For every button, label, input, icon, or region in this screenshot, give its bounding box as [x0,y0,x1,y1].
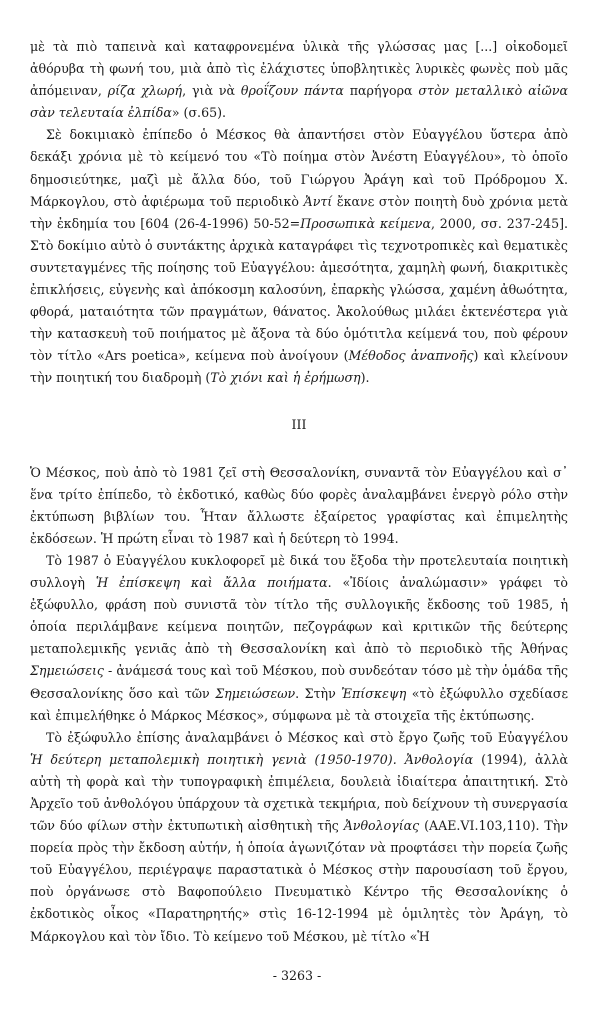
body-text: Τὸ ἐξώφυλλο ἐπίσης ἀναλαμβάνει ὁ Μέσκος καὶ στὸ ἔργο ζωῆς τοῦ Εὐαγγέλου [46,729,568,745]
italic-text: στὸν μεταλλικὸ αἰῶνα σὰν τελευταία ἐλπίδα [30,83,568,121]
body-text: Ὁ Μέσκος, ποὺ ἀπὸ τὸ 1981 ζεῖ στὴ Θεσσαλονίκη, συναντᾶ τὸν Εὐαγγέλου καὶ σ᾿ ἕνα τρίτο ἐπίπεδο, τὸ ἐκδοτικό, καθὼς δύο φορὲς ἀναλαμβάνει ἐνεργὸ ρόλο στὴν ἐκτύπωση βιβλίων του. Ἦταν ἄλλωστε ἐξαίρετος γραφίστας καὶ ἐπιμελητὴς ἐκδόσεων. Ἡ πρώτη εἶναι τὸ 1987 καὶ ἡ δεύτερη τὸ 1994. [30,464,568,546]
body-text: (1994), ἀλλὰ αὐτὴ τὴ φορὰ καὶ τὴν τυπογραφικὴ ἐπιμέλεια, δουλειὰ ἰδιαίτερα ἀπαιτητική. Στὸ Ἀρχεῖο τοῦ ἀνθολόγου ὑπάρχουν τὰ σχετικὰ τεκμήρια, ποὺ δείχνουν τὴ συνεργασία τῶν δύο φίλων στὴν ἐκτυπωτικὴ αἰσθητικὴ τῆς [30,751,568,834]
body-text: ἔκανε στὸν ποιητὴ δυὸ χρόνια μετὰ τὴν ἐκδημία του [604 (26-4-1996) 50-52= [30,193,568,231]
body-text: μὲ τὰ πιὸ ταπεινὰ καὶ καταφρονεμένα ὑλικὰ τῆς γλώσσας μας [...] οἰκοδομεῖ ἀθόρυβα τὴ φωνή του, μιὰ ἀπὸ τὶς ἐλάχιστες ὑποβλητικὲς λυρικὲς φωνὲς ποὺ μᾶς ἀπόμειναν, [30,39,568,99]
body-text: » (σ.65). [171,105,227,121]
italic-text: Ἡ ἐπίσκεψη καὶ ἄλλα ποιήματα [95,575,328,591]
body-text: . Στὴν [295,685,342,701]
italic-text: Ἀντί [303,193,333,209]
italic-text: ρίζα χλωρή [107,83,183,99]
body-text: (ΑΑΕ.VI.103,110). Τὴν πορεία πρὸς τὴν ἔκδοση αὐτήν, ἡ ὁποία ἀγωνιζόταν νὰ προφτάσει τὴν πορεία ζωῆς τοῦ Εὐαγγέλου, περιέγραψε παραστατικὰ ὁ Μέσκος στὴν παρουσίαση τοῦ ἔργου, ποὺ ὀργάνωσε στὸ Βαφοπούλειο Πνευματικὸ Κέντρο τῆς Θεσσαλονίκης ὁ ἐκδοτικὸς οἶκος «Παρατηρητής» στὶς 16-12-1994 μὲ ὁμιλητὲς τὸν Ἀράγη, τὸ Μάρκογλου καὶ τὸν ἴδιο. Τὸ κείμενο τοῦ Μέσκου, μὲ τίτλο «Ἡ [30,818,568,944]
italic-text: θροΐζουν πάντα [240,83,344,99]
italic-text: Σημειώσεων [215,685,296,701]
body-text: παρήγορα [343,83,419,99]
body-text: «τὸ ἐξώφυλλο σχεδίασε καὶ ἐπιμελήθηκε ὁ Μάρκος Μέσκος», σύμφωνα μὲ τὰ στοιχεῖα τῆς ἐκτύπωσης. [30,685,568,723]
body-text: , γιὰ νὰ [182,83,241,99]
italic-text: Ἀνθολογίας [343,818,420,834]
paragraph-5 [30,727,568,948]
italic-text: Μέθοδος ἀναπνοῆς [348,348,474,364]
body-text: , 2000, σσ. 237-245]. Στὸ δοκίμιο αὐτὸ ὁ συντάκτης ἀρχικὰ καταγράφει τὶς τεχνοτροπικὲς καὶ θεματικὲς συντεταγμένες τῆς ποίησης τοῦ Εὐαγγέλου: ἀμεσότητα, χαμηλὴ φωνή, διακριτικὲς ἐπικλήσεις, εὐγενὴς καὶ ἀπόκοσμη καλοσύνη, ἐπαρκὴς γλώσσα, χαμένη ἀθωότητα, φθορά, ματαιότητα τῶν πραγμάτων, θάνατος. Ἀκολούθως μιλάει ἐκτενέστερα γιὰ τὴν κατασκευὴ τοῦ ποιήματος μὲ ἄξονα τὰ δύο ὁμότιτλα κείμενά του, ποὺ φέρουν τὸν τίτλο «Ars poetica», κείμενα ποὺ ἀνοίγουν ( [30,215,568,364]
italic-text: Ἡ δεύτερη μεταπολεμικὴ ποιητικὴ γενιὰ (1950-1970). Ἀνθολογία [30,751,474,767]
italic-text: Προσωπικὰ κείμενα [300,215,431,231]
body-text: - ἀνάμεσά τους καὶ τοῦ Μέσκου, ποὺ συνδεόταν τόσο μὲ τὴν ὁμάδα τῆς Θεσσαλονίκης ὅσο καὶ τῶν [30,663,568,701]
italic-text: Ἐπίσκεψη [341,685,407,701]
page-body [30,36,568,948]
italic-text: Σημειώσεις [30,663,104,679]
paragraph-4 [30,550,568,727]
paragraph-2 [30,124,568,389]
body-text: ). [360,370,370,386]
body-text: Σὲ δοκιμιακὸ ἐπίπεδο ὁ Μέσκος θὰ ἀπαντήσει στὸν Εὐαγγέλου ὕστερα ἀπὸ δεκάξι χρόνια μὲ τὸ κείμενό του «Τὸ ποίημα στὸν Ἀνέστη Εὐαγγέλου», τὸ ὁποῖο δημοσιεύτηκε, μαζὶ μὲ ἄλλα δύο, τοῦ Γιώργου Ἀράγη καὶ τοῦ Πρόδρομου Χ. Μάρκογλου, στὸ ἀφιέρωμα τοῦ περιοδικὸ [30,127,568,209]
italic-text: Τὸ χιόνι καὶ ἡ ἐρήμωση [210,370,361,386]
body-text: ) καὶ κλείνουν τὴν ποιητική του διαδρομὴ ( [30,348,568,386]
body-text: . «Ἰδίοις ἀναλώμασιν» γράφει τὸ ἐξώφυλλο, φράση ποὺ συνιστᾶ τὸν τίτλο τῆς συλλογικῆς ἔκδοσης τοῦ 1985, ἡ ὁποία περιλάμβανε κείμενα ποιητῶν, πεζογράφων καὶ κριτικῶν τῆς δεύτερης μεταπολεμικῆς γενιᾶς ἀπὸ τὴ Θεσσαλονίκη καὶ ἀπὸ τὸ περιοδικὸ τῆς Ἀθήνας [30,575,569,657]
section-number: III [291,416,307,432]
body-text: Τὸ 1987 ὁ Εὐαγγέλου κυκλοφορεῖ μὲ δικά του ἔξοδα τὴν προτελευταία ποιητικὴ συλλογὴ [30,552,568,591]
page-number: - 3263 - [272,968,322,983]
paragraph-3 [30,462,568,550]
paragraph-1 [30,36,568,124]
